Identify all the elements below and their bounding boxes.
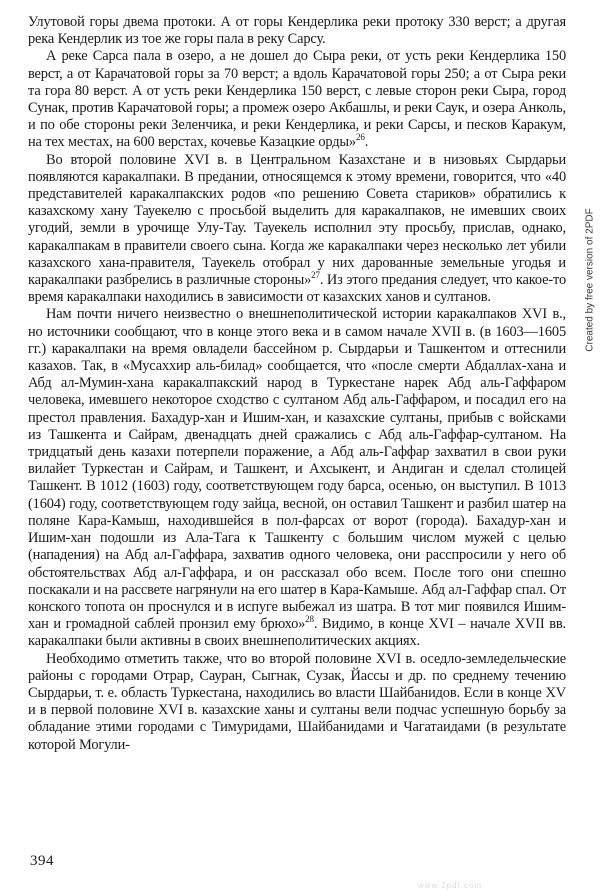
paragraph-1-text: Улутовой горы двема протоки. А от горы Кендерлика реки протоку 330 верст; а другая река Кендерлик из тое же горы пала в реку Сарсу.: [28, 14, 566, 48]
footnote-ref-26[interactable]: 26: [355, 132, 365, 143]
page-text: [28, 14, 566, 754]
footnote-ref-28[interactable]: 28: [305, 614, 314, 625]
paragraph-5-text: Необходимо отметить также, что во второй половине XVI в. оседло-земледельческие районы с городами Отрар, Сауран, Сыгнак, Сузак, Йассы и др. по среднему течению Сырдарьи, т. е. область Туркестана, находились во власти Шайбанидов. Если в конце XV и в первой половине XVI в. казахские ханы и султаны вели подчас успешную борьбу за обладание этими городами с Тимуридами, Шайбанидами и Чагатаидами (в результате которой Могули-: [28, 650, 566, 753]
paragraph-1: [28, 14, 566, 48]
paragraph-2-text: А реке Сарса пала в озеро, а не дошел до Сыра реки, от усть реки Кендерлика 150 верст, а от Карачатовой горы за 70 верст; а вдоль Карачатовой горы 250; а от Сыра реки та гора 80 верст. А от усть реки Кендерлика 150 верст, с левые сторон реки Сыра, город Сунак, против Карачатовой горы; а промеж озеро Акбашлы, и реки Саук, и озера Анколь, и по обе стороны реки Зеленчика, и реки Кендерлика, и реки Сарсы, и песков Каракум, на тех местах, на 600 верстах, кочевье Казацкие орды»: [28, 48, 566, 151]
paragraph-4-text: Нам почти ничего неизвестно о внешнеполитической истории каракалпаков XVI в., но источники сообщают, что в конце этого века и в самом начале XVII в. (в 1603—1605 гг.) каракалпаки на время овладели бассейном р. Сырдарьи и Ташкентом и оттеснили казахов. Так, в «Мусаххир аль-билад» сообщается, что «после смерти Абдаллах-хана и Абд ал-Мумин-хана каракалпакский народ в Туркестане нарек Абд аль-Гаффаром человека, имевшего некоторое сходство с султаном Абд аль-Гаффаром, и посадил его на престол правления. Бахадур-хан и Ишим-хан, и казахские султаны, прибыв с войсками из Ташкента и Сайрам, двенадцать дней сражались с Абд аль-Гаффар-султаном. На тридцатый день казахи потерпели поражение, а Абд аль-Гаффар захватил в свои руки вилайет Туркестан и Сайрам, и Ташкент, и Ахсыкент, и Андиган и сделал столицей Ташкент. В 1012 (1603) году, соответствующем году барса, осенью, он выступил. В 1013 (1604) году, соответствующем году зайца, весной, он оставил Ташкент и разбил шатер на поляне Кара-Камыш, находившейся в пол-фарсах от ворот (города). Бахадур-хан и Ишим-хан подошли из Ала-Тага к Ташкенту с большим числом мужей с целью (нападения) на Абд ал-Гаффара, захватив одного человека, они расспросили у него об обстоятельствах Абд ал-Гаффара, и он рассказал обо всем. После того они спешно поскакали и на рассвете нагрянули на его шатер в Кара-Камыше. Абд ал-Гаффар спал. От конского топота он проснулся и в испуге выбежал из шатра. В тот миг появился Ишим-хан и громадной саблей пронзил ему брюхо»: [28, 306, 566, 633]
page-number: 394: [30, 853, 54, 869]
paragraph-4: [28, 306, 566, 650]
paragraph-2-tail: .: [364, 134, 369, 151]
side-watermark: [582, 170, 598, 390]
paragraph-3: [28, 152, 566, 307]
footnote-ref-27[interactable]: 27: [311, 270, 320, 281]
paragraph-3-tail: . Из этого предания следует, что какое-то время каракалпаки находились в зависимости от казахских ханов и султанов.: [28, 272, 566, 306]
paragraph-5: [28, 651, 566, 754]
paragraph-3-text: Во второй половине XVI в. в Центральном Казахстане и в низовьях Сырдарьи появляются каракалпаки. В предании, относящемся к этому времени, говорится, что «40 представителей каракалпакских родов «по решению Совета стариков» обратились к казахскому хану Тауекелю с просьбой выделить для каракалпаков, не имевших своих угодий, земли в урочище Улу-Тау. Тауекель исполнил эту просьбу, прислав, однако, каракалпакам в правители своего сына. Когда же каракалпаки через несколько лет убили казахского хана-правителя, Тауекель отобрал у них дарованные земельные угодья и каракалпаки разбрелись в различные стороны»: [28, 151, 566, 289]
paragraph-4-tail: . Видимо, в конце XVI – начале XVII вв. каракалпаки были активны в своих внешнеполитических акциях.: [28, 616, 566, 650]
bottom-watermark: www.2pdf.com: [418, 881, 483, 890]
side-watermark-text: Created by free version of 2PDF: [584, 208, 596, 352]
paragraph-2: [28, 48, 566, 151]
